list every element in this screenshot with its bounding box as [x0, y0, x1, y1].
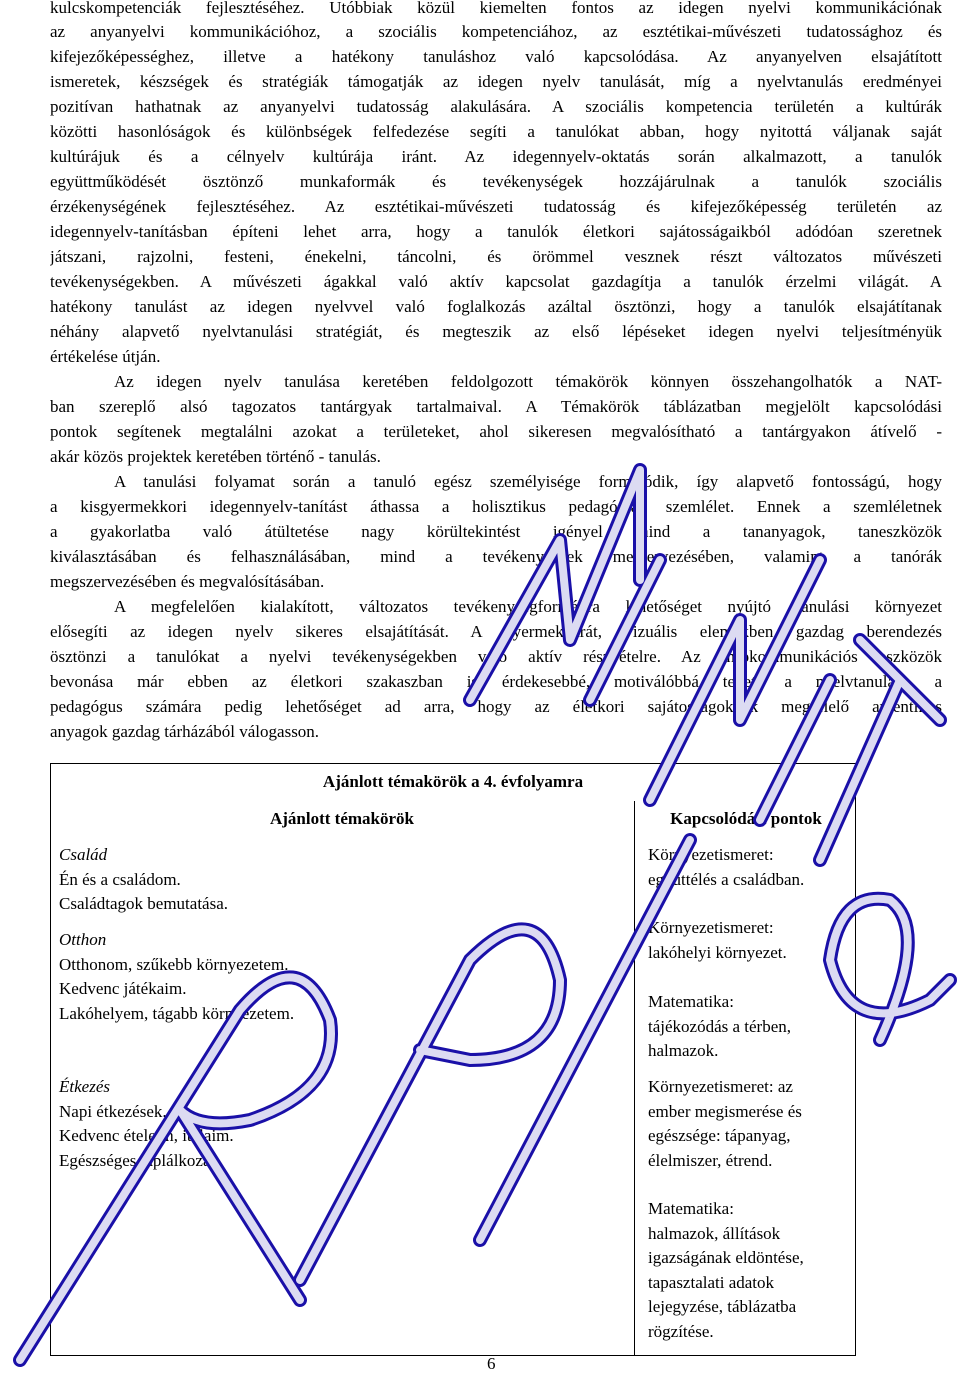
body-line: tevékenységekben. A művészeti ágakkal való aktív kapcsolat gazdagítja a tanulók érzelmi világát. A	[50, 272, 942, 291]
body-line: akár közös projektek keretében történő - tanulás.	[50, 447, 381, 466]
connection-group	[648, 1075, 802, 1173]
connection-inline: az	[777, 1077, 793, 1096]
topic-group-home	[59, 928, 294, 1026]
topic-heading: Otthon	[59, 930, 107, 949]
connection-subject: Környezetismeret:	[648, 845, 774, 864]
body-line: pedagógus számára pedig lehetőséget ad arra, hogy az életkori sajátosságoknak megfelelő autentikus	[50, 697, 942, 716]
connection-line: halmazok.	[648, 1041, 719, 1060]
connection-line: lakóhelyi környezet.	[648, 942, 787, 962]
topic-item: Kedvenc ételeim, italaim.	[59, 1126, 234, 1145]
topic-item: Kedvenc játékaim.	[59, 979, 187, 998]
body-line: bevonása már ebben az életkori szakaszban is érdekesebbé, motiválóbbá teheti a nyelvtanulást, a	[50, 672, 942, 691]
connection-line: tapasztalati adatok	[648, 1272, 775, 1292]
topic-heading: Étkezés	[59, 1077, 110, 1096]
table-header-connections: Kapcsolódási pontok	[670, 809, 822, 828]
body-line: közötti hasonlóságok és különbségek felfedezése segíti a tanulókat abban, hogy nyitottá váljanak saját	[50, 122, 942, 141]
connection-group	[648, 843, 804, 892]
body-line: a gyakorlatba való átültetése nagy körültekintést igényel mind a tananyagok, taneszközök	[50, 522, 942, 541]
body-line: néhány alapvető nyelvtanulási stratégiát, és megteszik az első lépéseket idegen nyelvi teljesítményük	[50, 322, 942, 341]
body-line: ösztönzi a tanulókat a nyelvi tevékenységekben való aktív részvételre. Az infokommunikációs eszközök	[50, 647, 942, 666]
body-line: elősegíti az idegen nyelv sikeres elsajátítását. A gyermekbarát, vizuális elemekben gazdag berendezés	[50, 622, 942, 641]
table-column-divider	[634, 801, 635, 1356]
topic-group-eating	[59, 1075, 234, 1173]
body-line: pontok segítenek megtalálni azokat a területeket, ahol sikeresen megvalósítható a tantárgyakon átívelő -	[50, 422, 942, 441]
body-line: ban szereplő alsó tagozatos tantárgyak tartalmaival. A Témakörök táblázatban megjelölt kapcsolódási	[50, 397, 942, 416]
connection-line: tájékozódás a térben,	[648, 1016, 792, 1036]
body-line: pozitívan hathatnak az anyanyelvi tudatosság alakulására. A szociális kompetencia területén a kultúrák	[50, 97, 942, 116]
body-line: A megfelelően kialakított, változatos tevékenységformákra lehetőséget nyújtó tanulási környezet	[114, 597, 942, 616]
body-line: az anyanyelvi kommunikációhoz, a szociális kompetenciához, az esztétikai-művészeti tudatossághoz és	[50, 22, 942, 41]
topic-heading: Család	[59, 845, 108, 864]
connection-subject-line	[648, 1075, 802, 1100]
body-line: megszervezésében és megvalósításában.	[50, 572, 325, 591]
body-line: hatékony tanulást az idegen nyelvvel való foglalkozás azáltal ösztönzi, hogy a tanulók elsajátítanak	[50, 297, 942, 316]
body-line: Az idegen nyelv tanulása keretében feldolgozott témakörök könnyen összehangolhatók a NAT-	[114, 372, 942, 391]
body-line: kifejezőképességhez, illetve a hatékony tanuláshoz való kapcsolódása. Az anyanyelven elsajátított	[50, 47, 942, 66]
connection-subject: Matematika:	[648, 1199, 734, 1218]
connection-line: együttélés a családban.	[648, 869, 805, 889]
body-line: kiválasztásában és felhasználásában, mind a tevékenységek megtervezésében, valamint a tanórák	[50, 547, 942, 566]
table-header-topics: Ajánlott témakörök	[269, 809, 414, 828]
body-line: a kisgyermekkori idegennyelv-tanítást áthassa a holisztikus pedagógiai szemlélet. Ennek a szemléletnek	[50, 497, 942, 516]
connection-subject: Környezetismeret:	[648, 1077, 774, 1096]
connection-line: lejegyzése, táblázatba	[648, 1297, 797, 1316]
body-line: A tanulási folyamat során a tanuló egész személyisége formálódik, így alapvető fontosságú, hogy	[114, 472, 942, 491]
topic-item: Napi étkezések.	[59, 1101, 167, 1121]
table-title: Ajánlott témakörök a 4. évfolyamra	[322, 772, 584, 791]
body-line: kulcskompetenciák fejlesztéséhez. Utóbbiak közül kiemelten fontos az idegen nyelvi kommunikációnak	[50, 0, 942, 17]
body-line: kultúrájuk és a célnyelv kultúrája iránt. Az idegennyelv-oktatás során alkalmazott, a tanulók	[50, 147, 942, 166]
connection-group	[648, 1197, 804, 1344]
body-line: együttműködését ösztönző munkaformák és tevékenységek hozzájárulnak a tanulók szociális	[50, 172, 942, 191]
connection-line: rögzítése.	[648, 1321, 714, 1341]
body-line: játszani, rajzolni, festeni, énekelni, táncolni, és örömmel vesznek részt változatos művészeti	[50, 247, 942, 266]
connection-line: halmazok, állítások	[648, 1223, 781, 1243]
connection-line: élelmiszer, étrend.	[648, 1150, 773, 1170]
body-line: anyagok gazdag tárházából válogasson.	[50, 722, 320, 741]
body-line: érzékenységének fejlesztéséhez. Az esztétikai-művészeti tudatosság és kifejezőképesség területén az	[50, 197, 942, 216]
connection-group	[648, 990, 791, 1064]
body-line: idegennyelv-tanításban építeni lehet arra, hogy a tanulók életkori sajátosságaikból adódóan szeretnek	[50, 222, 942, 241]
connection-group	[648, 916, 787, 965]
topic-item: Családtagok bemutatása.	[59, 894, 229, 913]
body-line: értékelése útján.	[50, 347, 161, 366]
connection-line: egészsége: tápanyag,	[648, 1126, 791, 1145]
connection-line: igazságának eldöntése,	[648, 1248, 804, 1267]
topic-item: Én és a családom.	[59, 869, 181, 889]
topic-group-family	[59, 843, 228, 917]
topic-item: Lakóhelyem, tágabb környezetem.	[59, 1003, 295, 1023]
connection-subject: Matematika:	[648, 992, 734, 1011]
topic-item: Otthonom, szűkebb környezetem.	[59, 954, 289, 974]
topic-item: Egészséges táplálkozás.	[59, 1150, 222, 1170]
page-number: 6	[487, 1354, 496, 1373]
connection-line: ember megismerése és	[648, 1101, 802, 1121]
connection-subject: Környezetismeret:	[648, 918, 774, 937]
body-line: ismeretek, készségek és stratégiák támogatják az idegen nyelv tanulását, míg a nyelvtanulás eredményei	[50, 72, 942, 91]
